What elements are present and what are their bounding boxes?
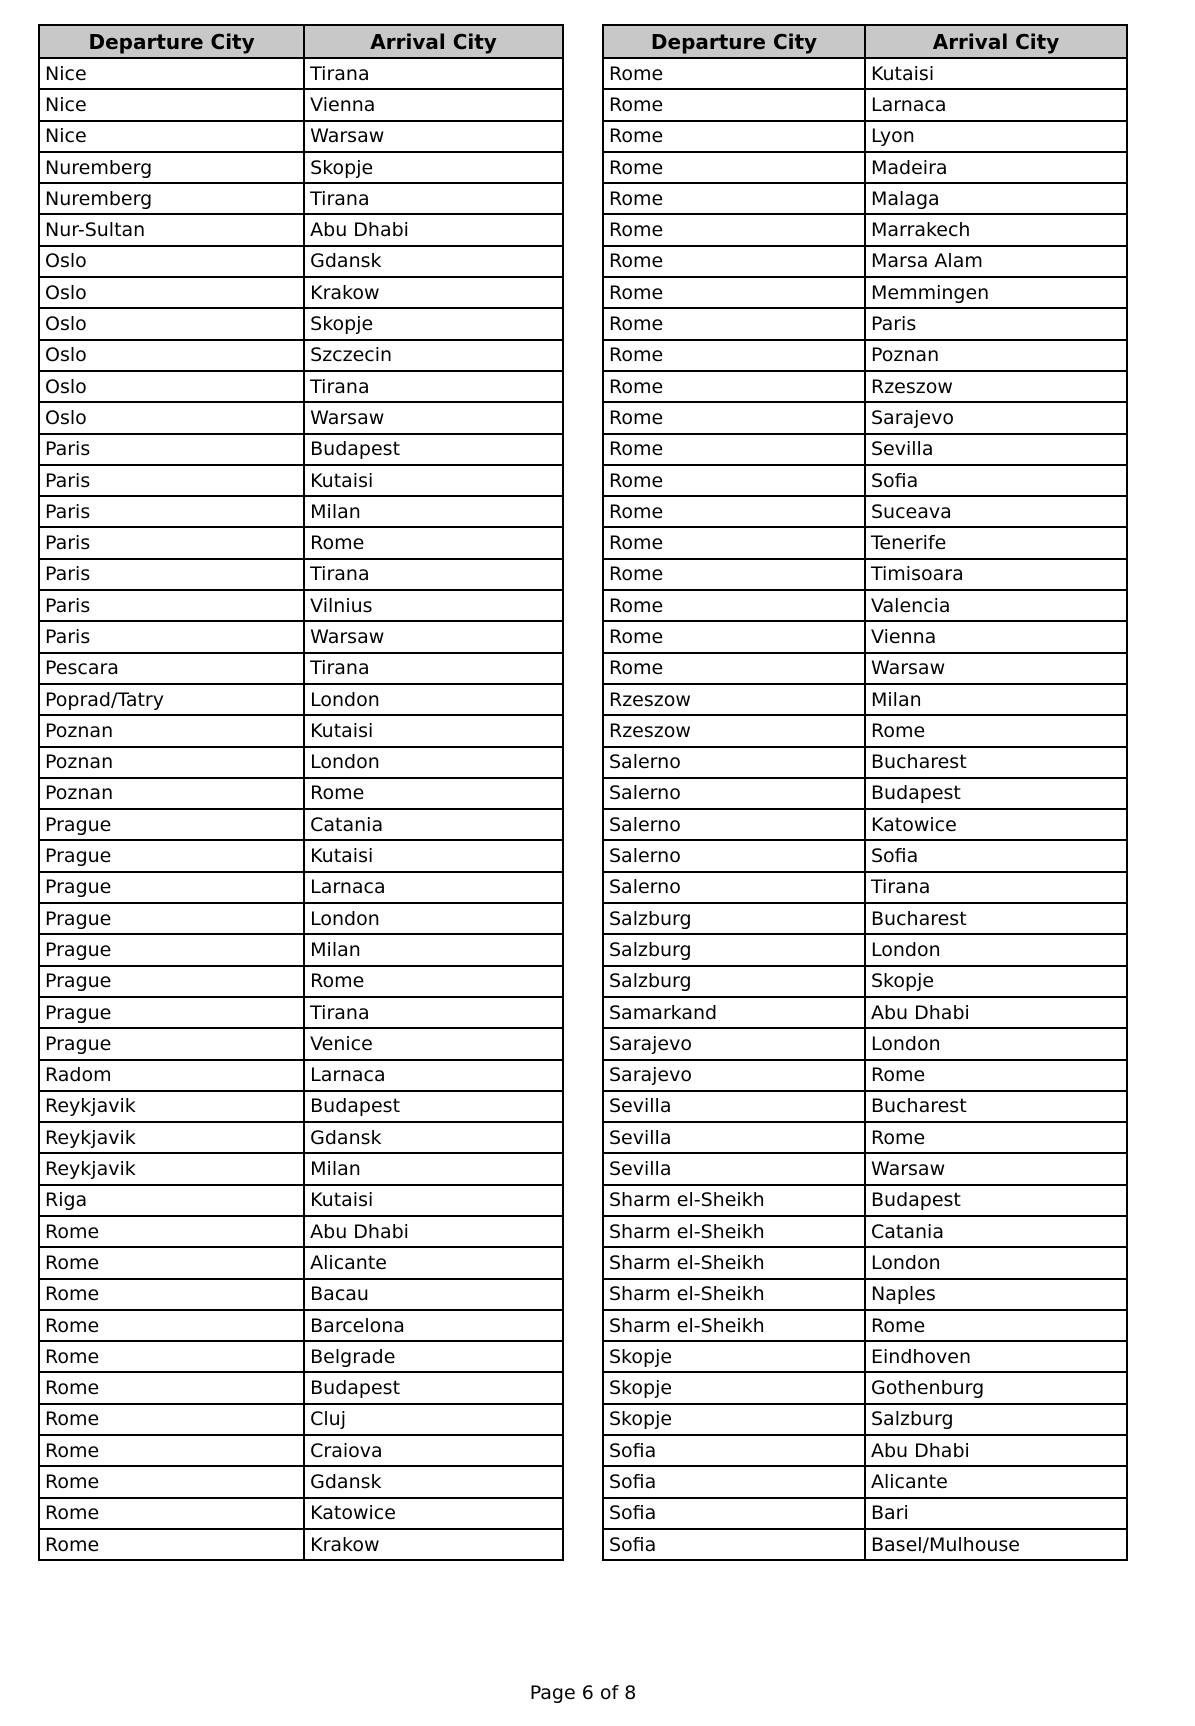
table-row [603,465,1127,496]
departure-city-cell: Rome [39,1279,304,1310]
table-row [603,747,1127,778]
departure-city-cell: Paris [39,621,304,652]
table-row [39,653,563,684]
departure-city-cell: Sofia [603,1435,865,1466]
table-row [603,152,1127,183]
table-row [603,121,1127,152]
table-row [603,371,1127,402]
table-header-row [603,25,1127,58]
arrival-city-cell: Kutaisi [304,465,563,496]
table-row [603,840,1127,871]
arrival-city-cell: Skopje [865,966,1127,997]
table-row [39,840,563,871]
arrival-city-cell: Tirana [304,997,563,1028]
table-row [603,997,1127,1028]
departure-city-cell: Prague [39,997,304,1028]
departure-city-cell: Sevilla [603,1153,865,1184]
table-row [39,152,563,183]
table-row [603,1279,1127,1310]
table-row [39,246,563,277]
departure-city-cell: Oslo [39,402,304,433]
arrival-city-cell: Bucharest [865,1091,1127,1122]
departure-city-cell: Salzburg [603,903,865,934]
departure-city-cell: Poznan [39,778,304,809]
arrival-city-cell: Malaga [865,183,1127,214]
table-row [39,402,563,433]
departure-city-cell: Prague [39,1028,304,1059]
arrival-city-cell: Budapest [304,1091,563,1122]
departure-city-cell: Skopje [603,1404,865,1435]
table-row [39,214,563,245]
departure-city-cell: Rome [603,277,865,308]
arrival-city-cell: Budapest [865,778,1127,809]
departure-city-cell: Rome [39,1529,304,1560]
arrival-city-cell: Madeira [865,152,1127,183]
departure-city-cell: Rome [603,559,865,590]
departure-city-cell: Samarkand [603,997,865,1028]
table-row [39,465,563,496]
arrival-city-cell: Larnaca [304,872,563,903]
departure-city-cell: Rome [603,121,865,152]
departure-city-cell: Paris [39,559,304,590]
departure-city-cell: Prague [39,966,304,997]
departure-city-cell: Rome [603,653,865,684]
table-row [603,340,1127,371]
departure-city-cell: Nur-Sultan [39,214,304,245]
arrival-city-cell: Krakow [304,277,563,308]
departure-city-cell: Rzeszow [603,684,865,715]
arrival-city-cell: Katowice [865,809,1127,840]
departure-city-cell: Rome [603,465,865,496]
arrival-city-cell: Rome [865,715,1127,746]
arrival-city-cell: London [304,747,563,778]
table-row [603,1341,1127,1372]
departure-city-cell: Sevilla [603,1122,865,1153]
table-row [39,590,563,621]
table-row [39,1247,563,1278]
arrival-city-cell: Cluj [304,1404,563,1435]
arrival-city-cell: Belgrade [304,1341,563,1372]
table-row [39,1341,563,1372]
table-row [39,1404,563,1435]
departure-city-cell: Nuremberg [39,183,304,214]
arrival-city-cell: Gdansk [304,1122,563,1153]
arrival-city-cell: Tirana [304,653,563,684]
arrival-city-cell: Rome [304,966,563,997]
arrival-city-cell: Salzburg [865,1404,1127,1435]
arrival-city-cell: Rzeszow [865,371,1127,402]
arrival-city-cell: Warsaw [304,402,563,433]
table-row [603,1122,1127,1153]
departure-city-cell: Sofia [603,1466,865,1497]
table-row [603,402,1127,433]
arrival-city-cell: Craiova [304,1435,563,1466]
arrival-city-column-header: Arrival City [304,25,563,58]
arrival-city-cell: Abu Dhabi [865,997,1127,1028]
arrival-city-cell: Catania [865,1216,1127,1247]
table-row [603,1028,1127,1059]
table-row [39,559,563,590]
arrival-city-cell: London [304,903,563,934]
departure-city-cell: Rome [39,1372,304,1403]
arrival-city-cell: Suceava [865,496,1127,527]
arrival-city-cell: Kutaisi [304,1185,563,1216]
departure-city-cell: Rome [39,1341,304,1372]
table-row [603,1404,1127,1435]
arrival-city-cell: Abu Dhabi [865,1435,1127,1466]
arrival-city-cell: Alicante [865,1466,1127,1497]
departure-city-cell: Rzeszow [603,715,865,746]
table-row [603,496,1127,527]
arrival-city-cell: Skopje [304,308,563,339]
table-row [603,58,1127,89]
table-row [39,1372,563,1403]
table-row [39,527,563,558]
departure-city-cell: Rome [603,214,865,245]
departure-city-cell: Rome [603,590,865,621]
table-row [603,621,1127,652]
table-row [603,434,1127,465]
arrival-city-cell: Warsaw [865,653,1127,684]
table-row [603,527,1127,558]
table-row [39,121,563,152]
departure-city-cell: Skopje [603,1372,865,1403]
table-row [39,1216,563,1247]
departure-city-cell: Oslo [39,246,304,277]
departure-city-cell: Poznan [39,747,304,778]
arrival-city-cell: Abu Dhabi [304,214,563,245]
table-row [603,934,1127,965]
departure-city-cell: Rome [39,1216,304,1247]
table-row [39,997,563,1028]
arrival-city-cell: Krakow [304,1529,563,1560]
arrival-city-cell: Kutaisi [865,58,1127,89]
arrival-city-cell: Poznan [865,340,1127,371]
table-row [39,434,563,465]
arrival-city-cell: Sofia [865,465,1127,496]
departure-city-cell: Pescara [39,653,304,684]
table-row [603,590,1127,621]
table-row [39,371,563,402]
departure-city-cell: Nuremberg [39,152,304,183]
arrival-city-cell: Warsaw [865,1153,1127,1184]
departure-city-cell: Sevilla [603,1091,865,1122]
departure-city-cell: Rome [603,308,865,339]
arrival-city-cell: Szczecin [304,340,563,371]
departure-city-cell: Salerno [603,840,865,871]
departure-city-cell: Prague [39,903,304,934]
arrival-city-cell: Sarajevo [865,402,1127,433]
arrival-city-cell: Budapest [865,1185,1127,1216]
flight-routes-table-left [38,24,564,1561]
arrival-city-cell: Rome [304,527,563,558]
table-row [39,1060,563,1091]
table-row [39,496,563,527]
arrival-city-cell: Barcelona [304,1310,563,1341]
departure-city-cell: Rome [39,1498,304,1529]
departure-city-cell: Sofia [603,1498,865,1529]
departure-city-cell: Rome [603,527,865,558]
departure-city-cell: Rome [603,621,865,652]
departure-city-cell: Oslo [39,308,304,339]
table-row [603,277,1127,308]
arrival-city-cell: Lyon [865,121,1127,152]
departure-city-cell: Poprad/Tatry [39,684,304,715]
table-row [603,966,1127,997]
departure-city-cell: Sharm el-Sheikh [603,1185,865,1216]
departure-city-cell: Salzburg [603,966,865,997]
arrival-city-cell: Timisoara [865,559,1127,590]
departure-city-cell: Prague [39,809,304,840]
departure-city-cell: Rome [39,1466,304,1497]
departure-city-cell: Sarajevo [603,1028,865,1059]
departure-city-cell: Rome [603,340,865,371]
arrival-city-column-header: Arrival City [865,25,1127,58]
arrival-city-cell: Bucharest [865,903,1127,934]
arrival-city-cell: Milan [304,1153,563,1184]
table-row [39,872,563,903]
arrival-city-cell: Basel/Mulhouse [865,1529,1127,1560]
table-row [603,1529,1127,1560]
table-row [39,340,563,371]
arrival-city-cell: Tirana [304,371,563,402]
arrival-city-cell: Eindhoven [865,1341,1127,1372]
departure-city-cell: Rome [603,58,865,89]
arrival-city-cell: Warsaw [304,621,563,652]
arrival-city-cell: Tenerife [865,527,1127,558]
departure-city-cell: Oslo [39,277,304,308]
table-row [39,183,563,214]
departure-city-cell: Rome [603,246,865,277]
arrival-city-cell: Rome [304,778,563,809]
arrival-city-cell: Kutaisi [304,840,563,871]
arrival-city-cell: Tirana [865,872,1127,903]
table-row [603,246,1127,277]
table-row [603,1466,1127,1497]
arrival-city-cell: Milan [865,684,1127,715]
table-row [39,1153,563,1184]
table-row [603,715,1127,746]
table-row [603,1216,1127,1247]
departure-city-cell: Nice [39,58,304,89]
table-row [603,809,1127,840]
arrival-city-cell: Katowice [304,1498,563,1529]
departure-city-cell: Rome [603,402,865,433]
table-row [39,934,563,965]
departure-city-cell: Paris [39,465,304,496]
arrival-city-cell: London [865,934,1127,965]
arrival-city-cell: Kutaisi [304,715,563,746]
departure-city-cell: Salerno [603,778,865,809]
flight-routes-table-right [602,24,1128,1561]
table-row [39,1185,563,1216]
arrival-city-cell: Gdansk [304,246,563,277]
arrival-city-cell: Vilnius [304,590,563,621]
arrival-city-cell: Tirana [304,183,563,214]
arrival-city-cell: Naples [865,1279,1127,1310]
table-row [603,1435,1127,1466]
table-row [603,1247,1127,1278]
table-row [603,872,1127,903]
departure-city-cell: Rome [39,1435,304,1466]
arrival-city-cell: Alicante [304,1247,563,1278]
table-row [39,1091,563,1122]
departure-city-cell: Oslo [39,340,304,371]
departure-city-cell: Rome [39,1404,304,1435]
table-row [39,277,563,308]
departure-city-cell: Rome [603,434,865,465]
arrival-city-cell: Abu Dhabi [304,1216,563,1247]
table-row [39,809,563,840]
departure-city-cell: Prague [39,840,304,871]
arrival-city-cell: Bucharest [865,747,1127,778]
arrival-city-cell: Memmingen [865,277,1127,308]
arrival-city-cell: Sofia [865,840,1127,871]
table-row [39,903,563,934]
table-row [603,1091,1127,1122]
arrival-city-cell: Warsaw [304,121,563,152]
departure-city-cell: Rome [603,183,865,214]
arrival-city-cell: Larnaca [865,89,1127,120]
departure-city-cell: Sofia [603,1529,865,1560]
arrival-city-cell: Tirana [304,58,563,89]
arrival-city-cell: Bacau [304,1279,563,1310]
arrival-city-cell: Rome [865,1060,1127,1091]
table-row [39,1466,563,1497]
table-row [603,1498,1127,1529]
arrival-city-cell: Catania [304,809,563,840]
table-row [39,966,563,997]
arrival-city-cell: Sevilla [865,434,1127,465]
arrival-city-cell: Tirana [304,559,563,590]
departure-city-cell: Paris [39,527,304,558]
departure-city-cell: Rome [603,496,865,527]
table-row [603,559,1127,590]
departure-city-cell: Sharm el-Sheikh [603,1279,865,1310]
arrival-city-cell: Paris [865,308,1127,339]
table-row [39,1498,563,1529]
table-row [39,58,563,89]
departure-city-cell: Salerno [603,809,865,840]
table-row [603,903,1127,934]
table-row [603,1310,1127,1341]
arrival-city-cell: Rome [865,1122,1127,1153]
arrival-city-cell: Milan [304,934,563,965]
departure-city-cell: Oslo [39,371,304,402]
table-row [39,715,563,746]
table-row [39,1435,563,1466]
table-row [39,1028,563,1059]
table-header-row [39,25,563,58]
arrival-city-cell: Vienna [865,621,1127,652]
departure-city-cell: Salzburg [603,934,865,965]
table-row [603,308,1127,339]
arrival-city-cell: Valencia [865,590,1127,621]
departure-city-cell: Sarajevo [603,1060,865,1091]
table-row [603,1153,1127,1184]
departure-city-cell: Poznan [39,715,304,746]
arrival-city-cell: Skopje [304,152,563,183]
table-row [39,747,563,778]
table-row [603,89,1127,120]
table-row [603,214,1127,245]
table-row [603,183,1127,214]
departure-city-cell: Rome [603,371,865,402]
departure-city-cell: Reykjavik [39,1153,304,1184]
departure-city-column-header: Departure City [603,25,865,58]
arrival-city-cell: Venice [304,1028,563,1059]
departure-city-cell: Reykjavik [39,1122,304,1153]
departure-city-cell: Paris [39,434,304,465]
table-row [39,1529,563,1560]
table-row [603,1060,1127,1091]
table-row [39,1310,563,1341]
table-row [603,1372,1127,1403]
arrival-city-cell: Bari [865,1498,1127,1529]
departure-city-cell: Nice [39,121,304,152]
arrival-city-cell: Vienna [304,89,563,120]
arrival-city-cell: Gdansk [304,1466,563,1497]
table-row [39,1122,563,1153]
arrival-city-cell: London [304,684,563,715]
table-row [603,778,1127,809]
table-row [39,621,563,652]
departure-city-cell: Paris [39,590,304,621]
arrival-city-cell: Budapest [304,434,563,465]
departure-city-cell: Prague [39,934,304,965]
departure-city-cell: Sharm el-Sheikh [603,1247,865,1278]
arrival-city-cell: London [865,1247,1127,1278]
arrival-city-cell: Rome [865,1310,1127,1341]
table-row [39,1279,563,1310]
departure-city-column-header: Departure City [39,25,304,58]
table-row [603,684,1127,715]
departure-city-cell: Salerno [603,872,865,903]
departure-city-cell: Riga [39,1185,304,1216]
arrival-city-cell: Marsa Alam [865,246,1127,277]
departure-city-cell: Paris [39,496,304,527]
departure-city-cell: Prague [39,872,304,903]
departure-city-cell: Sharm el-Sheikh [603,1310,865,1341]
departure-city-cell: Rome [39,1247,304,1278]
table-row [39,778,563,809]
table-row [603,1185,1127,1216]
arrival-city-cell: Larnaca [304,1060,563,1091]
table-row [39,308,563,339]
departure-city-cell: Sharm el-Sheikh [603,1216,865,1247]
departure-city-cell: Reykjavik [39,1091,304,1122]
departure-city-cell: Salerno [603,747,865,778]
page-number: Page 6 of 8 [529,1682,637,1704]
departure-city-cell: Rome [39,1310,304,1341]
arrival-city-cell: Gothenburg [865,1372,1127,1403]
arrival-city-cell: Milan [304,496,563,527]
departure-city-cell: Rome [603,89,865,120]
departure-city-cell: Nice [39,89,304,120]
arrival-city-cell: Budapest [304,1372,563,1403]
table-row [603,653,1127,684]
departure-city-cell: Skopje [603,1341,865,1372]
departure-city-cell: Rome [603,152,865,183]
arrival-city-cell: Marrakech [865,214,1127,245]
table-row [39,89,563,120]
departure-city-cell: Radom [39,1060,304,1091]
arrival-city-cell: London [865,1028,1127,1059]
table-row [39,684,563,715]
